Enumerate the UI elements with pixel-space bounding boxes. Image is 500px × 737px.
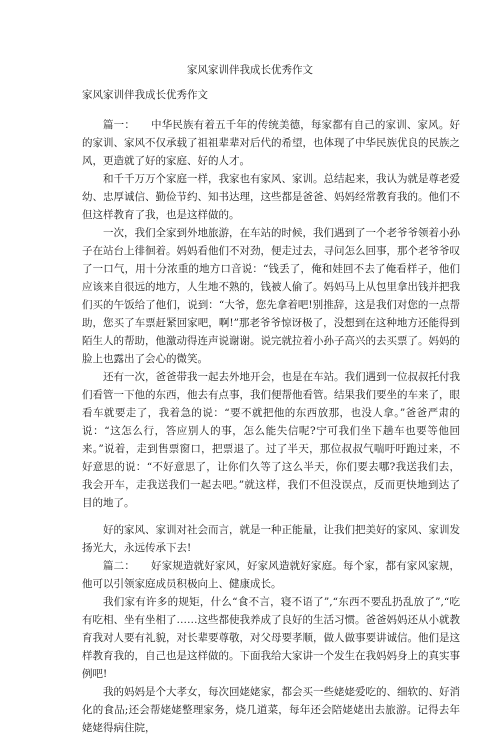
document-body <box>82 116 460 737</box>
paragraph: 篇一： 中华民族有着五千年的传统美德，每家都有自己的家训、家风。好的家训、家风不仅承载了祖祖辈辈对后代的希望，也体现了中华民族优良的民族之风，更造就了好的家庭、好的人才。 <box>82 119 460 167</box>
paragraph: 和千千万万个家庭一样，我家也有家风、家训。总结起来，我认为就是尊老爱幼、忠厚诚信、勤俭节约、知书达理，这些都是爸爸、妈妈经常教育我的。他们不但这样教育了我，也是这样做的。 <box>82 173 460 221</box>
paragraph: 好的家风、家训对社会而言，就是一种正能量，让我们把美好的家风、家训发扬光大，永远传承下去! <box>82 524 460 554</box>
paragraph: 还有一次，爸爸带我一起去外地开会，也是在车站。我们遇到一位叔叔托付我们看管一下他的东西，他去有点事，我们便帮他看管。结果我们要坐的车来了，眼看车就要走了，我着急的说：“要不就把他的东西放那，也没人拿。”爸爸严肃的说：“这怎么行，答应别人的事，怎么能失信呢?宁可我们坐下趟车也要等他回来。”说着，走到售票窗口，把票退了。过了半天，那位叔叔气喘吁吁跑过来，不好意思的说：“不好意思了，让你们久等了这么半天，你们要去哪?我送我们去，我会开车，走我送我们一起去吧。”就这样，我们不但没误点，反而更快地到达了目的地了。 <box>82 371 460 509</box>
paragraph: 一次，我们全家到外地旅游，在车站的时候，我们遇到了一个老爷爷领着小孙子在站台上徘徊着。妈妈看他们不对劲，便走过去，寻问怎么回事，那个老爷爷叹了一口气，用十分浓重的地方口音说：“钱丢了，俺和娃回不去了俺看样子，他们应该来自很远的地方，人生地不熟的，钱被人偷了。妈妈马上从包里拿出钱并把我们买的午饭给了他们，说到：“大爷，您先拿着吧!别推辞，这是我们对您的一点帮助，您买了车票赶紧回家吧，啊!”那老爷爷惊讶极了，没想到在这种地方还能得到陌生人的帮助，他激动得连声说谢谢。说完就拉着小孙子高兴的去买票了。妈妈的脸上也露出了会心的微笑。 <box>82 227 460 365</box>
paragraph: 篇二： 好家规造就好家风，好家风造就好家庭。每个家，都有家风家规，他可以引领家庭成员积极向上、健康成长。 <box>82 560 460 590</box>
paragraph: 我们家有许多的规矩，什么“食不言，寝不语了”,“东西不要乱扔乱放了”,“吃有吃相、坐有坐相了……这些都使我养成了良好的生活习惯。爸爸妈妈还从小就教育我对人要有礼貌，对长辈要尊敬，对父母要孝顺，做人做事要讲诚信。他们是这样教育我的，自己也是这样做的。下面我给大家讲一个发生在我妈妈身上的真实事例吧! <box>82 596 460 680</box>
document-title: 家风家训伴我成长优秀作文 <box>187 64 313 76</box>
paragraph: 我的妈妈是个大孝女，每次回姥姥家，都会买一些姥姥爱吃的、细软的、好消化的食品;还会帮姥姥整理家务，烧几道菜，每年还会陪姥姥出去旅游。记得去年姥姥得病住院， <box>82 686 460 734</box>
document-subtitle: 家风家训伴我成长优秀作文 <box>82 89 208 101</box>
